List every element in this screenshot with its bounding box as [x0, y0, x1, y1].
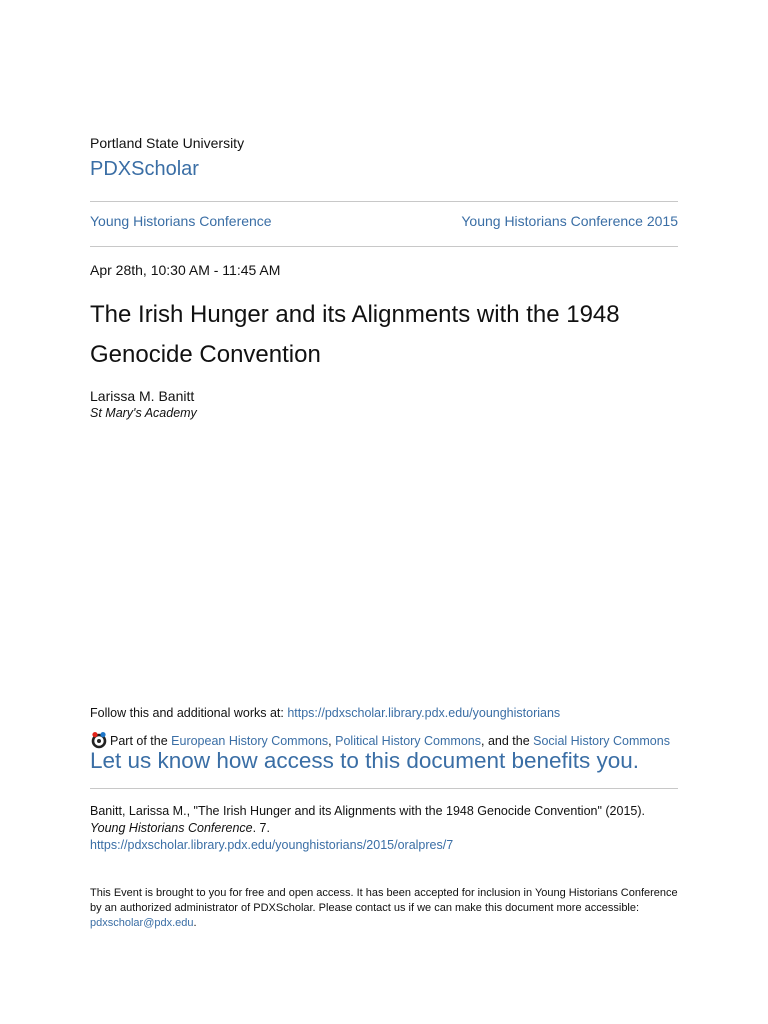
part-of-sep1: , [328, 734, 336, 748]
university-name: Portland State University [90, 135, 245, 151]
author-affiliation: St Mary's Academy [90, 406, 197, 420]
breadcrumb-collection-link[interactable]: Young Historians Conference [90, 213, 272, 229]
breadcrumb-year-link[interactable]: Young Historians Conference 2015 [461, 213, 678, 229]
collection-url-link[interactable]: https://pdxscholar.library.pdx.edu/younghistorians [287, 706, 561, 720]
access-notice [90, 886, 678, 931]
notice-end: . [193, 917, 197, 929]
part-of-sep2: , and the [481, 734, 534, 748]
feedback-link[interactable]: Let us know how access to this document benefits you. [90, 748, 640, 773]
contact-email-link[interactable]: pdxscholar@pdx.edu [90, 917, 194, 929]
european-history-commons-link[interactable]: European History Commons [171, 734, 329, 748]
recommended-citation [90, 803, 678, 854]
social-history-commons-link[interactable]: Social History Commons [533, 734, 670, 748]
divider-top [90, 201, 678, 202]
breadcrumb [90, 213, 678, 229]
author-name: Larissa M. Banitt [90, 388, 195, 404]
follow-line [90, 706, 560, 720]
part-of-prefix: Part of the [110, 734, 172, 748]
citation-line: Banitt, Larissa M., "The Irish Hunger and its Alignments with the 1948 Genocide Convention" (2015). [90, 804, 646, 818]
political-history-commons-link[interactable]: Political History Commons [335, 734, 481, 748]
event-date: Apr 28th, 10:30 AM - 11:45 AM [90, 262, 281, 278]
divider-citation [90, 788, 678, 789]
commons-network-icon [90, 731, 108, 749]
divider-breadcrumb [90, 246, 678, 247]
page-title: The Irish Hunger and its Alignments with the 1948 Genocide Convention [90, 301, 620, 368]
follow-prefix: Follow this and additional works at: [90, 706, 288, 720]
citation-source [90, 820, 678, 837]
citation-suffix: . 7. [252, 821, 270, 835]
part-of-line [90, 731, 670, 749]
repository-link[interactable]: PDXScholar [90, 158, 199, 180]
citation-journal: Young Historians Conference [90, 821, 253, 835]
citation-url-link[interactable]: https://pdxscholar.library.pdx.edu/younghistorians/2015/oralpres/7 [90, 838, 454, 852]
notice-text: This Event is brought to you for free and open access. It has been accepted for inclusion in Young Historians Conference by an authorized administrator of PDXScholar. Please contact us if we can make this document more accessible: [90, 887, 678, 914]
